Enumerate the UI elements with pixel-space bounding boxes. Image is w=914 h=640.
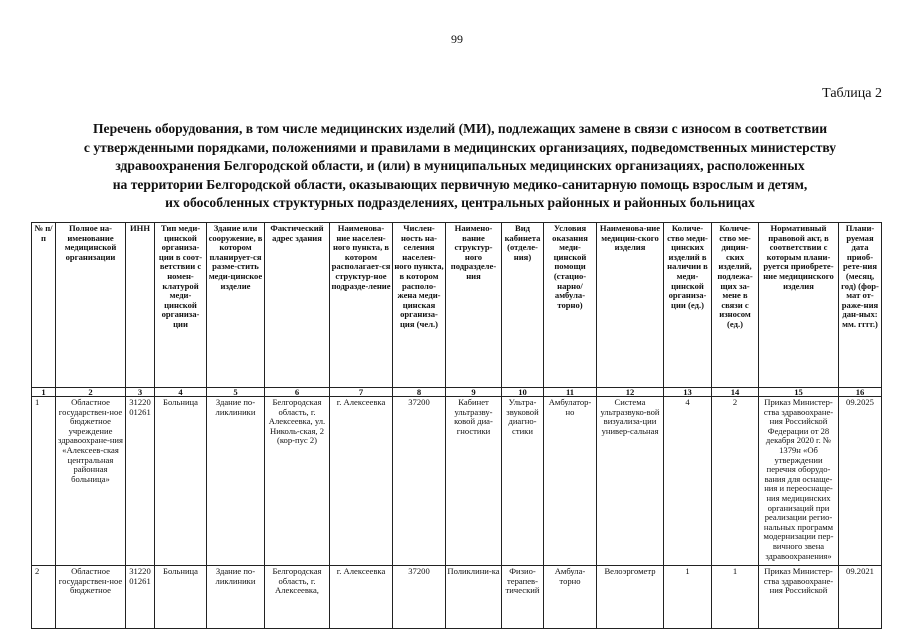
- title-line: Перечень оборудования, в том числе медицинских изделий (МИ), подлежащих замене в связи с износом в соответствии: [92, 121, 828, 136]
- column-number: 15: [759, 388, 839, 397]
- table-cell: г. Алексеевка: [330, 397, 393, 566]
- column-number: 6: [265, 388, 330, 397]
- table-cell: 1: [664, 566, 712, 629]
- column-number: 13: [664, 388, 712, 397]
- header-cell: Наимено-вание структур-ного подразделе-ния: [446, 223, 502, 388]
- table-cell: Здание по-ликлиники: [207, 566, 265, 629]
- column-number: 8: [393, 388, 446, 397]
- table-cell: Система ультразвуко-вой визуализа-ции универ-сальная: [597, 397, 664, 566]
- header-cell: Наименова-ние медицин-ского изделия: [597, 223, 664, 388]
- column-number: 10: [502, 388, 544, 397]
- title-line: здравоохранения Белгородской области, и (или) в муниципальных медицинских организациях, расположенных: [115, 158, 805, 174]
- table-cell: Белгородская область, г. Алексеевка, ул. Николь-ская, 2 (кор-пус 2): [265, 397, 330, 566]
- table-cell: 31220 01261: [126, 566, 155, 629]
- table-cell: Больница: [155, 397, 207, 566]
- table-cell: Областное государствен-ное бюджетное: [56, 566, 126, 629]
- table-row: [32, 397, 882, 566]
- column-number: 2: [56, 388, 126, 397]
- header-cell: Фактический адрес здания: [265, 223, 330, 388]
- table-row: [32, 566, 882, 629]
- table-cell: 09.2021: [839, 566, 882, 629]
- table-cell: 37200: [393, 566, 446, 629]
- header-cell: Вид кабинета (отделе-ния): [502, 223, 544, 388]
- column-number: 12: [597, 388, 664, 397]
- header-cell: Количе-ство меди-цинских изделий в наличии в меди-цинской организа-ции (ед.): [664, 223, 712, 388]
- title-line: их обособленных структурных подразделениях, центральных районных и районных больницах: [165, 195, 755, 211]
- document-title: [30, 120, 890, 213]
- header-cell: Плани-руемая дата приоб-рете-ния (месяц, год) (фор-мат от-раже-ния дан-ных: мм. гггг.): [839, 223, 882, 388]
- table-cell: Больница: [155, 566, 207, 629]
- column-number: 14: [712, 388, 759, 397]
- table-cell: Амбулатор-но: [544, 397, 597, 566]
- table-cell: 2: [32, 566, 56, 629]
- table-cell: Приказ Министер-ства здравоохране-ния Российской: [759, 566, 839, 629]
- table-cell: Областное государствен-ное бюджетное учреждение здравоохране-ния «Алексеев-ская центральная районная больница»: [56, 397, 126, 566]
- table-cell: 37200: [393, 397, 446, 566]
- table-cell: 1: [32, 397, 56, 566]
- header-row: [32, 223, 882, 388]
- header-cell: Полное на-именование медицинской организации: [56, 223, 126, 388]
- header-cell: Условия оказания меди-цинской помощи (стацио-нарно/ амбула-торно): [544, 223, 597, 388]
- equipment-table: [31, 222, 882, 629]
- table-cell: Приказ Министер-ства здравоохране-ния Российской Федерации от 28 декабря 2020 г. № 1379н «Об утверждении перечня оборудо-вания для оснаще-ния и переоснаще-ния медицинских организаций при реализации регио-нальных программ модернизации пер-вичного звена здравоохранения»: [759, 397, 839, 566]
- table-cell: 4: [664, 397, 712, 566]
- page-number: 99: [451, 32, 463, 46]
- column-number: 7: [330, 388, 393, 397]
- header-cell: Количе-ство ме-дицин-ских изделий, подлежа-щих за-мене в связи с износом (ед.): [712, 223, 759, 388]
- column-number: 5: [207, 388, 265, 397]
- table-cell: 1: [712, 566, 759, 629]
- header-cell: Числен-ность на-селения населен-ного пункта, в котором располо-жена меди-цинская организа-ция (чел.): [393, 223, 446, 388]
- header-cell: Нормативный правовой акт, в соответствии с которым плани-руется приобрете-ние медицинского изделия: [759, 223, 839, 388]
- table-cell: Амбула-торно: [544, 566, 597, 629]
- table-cell: Велоэргометр: [597, 566, 664, 629]
- title-line: с утвержденными порядками, положениями и правилами в медицинских организациях, подведомственных министерству: [83, 139, 837, 155]
- header-cell: ИНН: [126, 223, 155, 388]
- table-cell: Белгородская область, г. Алексеевка,: [265, 566, 330, 629]
- header-cell: № п/п: [32, 223, 56, 388]
- table-cell: Физио-терапев-тический: [502, 566, 544, 629]
- column-number: 9: [446, 388, 502, 397]
- table-cell: 2: [712, 397, 759, 566]
- column-number: 3: [126, 388, 155, 397]
- table-cell: Здание по-ликлиники: [207, 397, 265, 566]
- column-number: 16: [839, 388, 882, 397]
- table-label: Таблица 2: [822, 86, 882, 101]
- table-cell: Кабинет ультразву-ковой диа-гностики: [446, 397, 502, 566]
- column-number-row: [32, 388, 882, 397]
- header-cell: Тип меди-цинской организа-ции в соот-ветствии с номен-клатурой меди-цинской организа-ции: [155, 223, 207, 388]
- header-cell: Наименова-ние населен-ного пункта, в котором располагает-ся структур-ное подразде-ление: [330, 223, 393, 388]
- table-cell: Поликлини-ка: [446, 566, 502, 629]
- table-cell: 31220 01261: [126, 397, 155, 566]
- table-cell: Ультра-звуковой диагно-стики: [502, 397, 544, 566]
- title-line: на территории Белгородской области, оказывающих первичную медико-санитарную помощь взрослым и детям,: [112, 176, 808, 192]
- column-number: 11: [544, 388, 597, 397]
- table-cell: г. Алексеевка: [330, 566, 393, 629]
- column-number: 4: [155, 388, 207, 397]
- header-cell: Здание или сооружение, в котором планирует-ся разме-стить меди-цинское изделие: [207, 223, 265, 388]
- table-cell: 09.2025: [839, 397, 882, 566]
- column-number: 1: [32, 388, 56, 397]
